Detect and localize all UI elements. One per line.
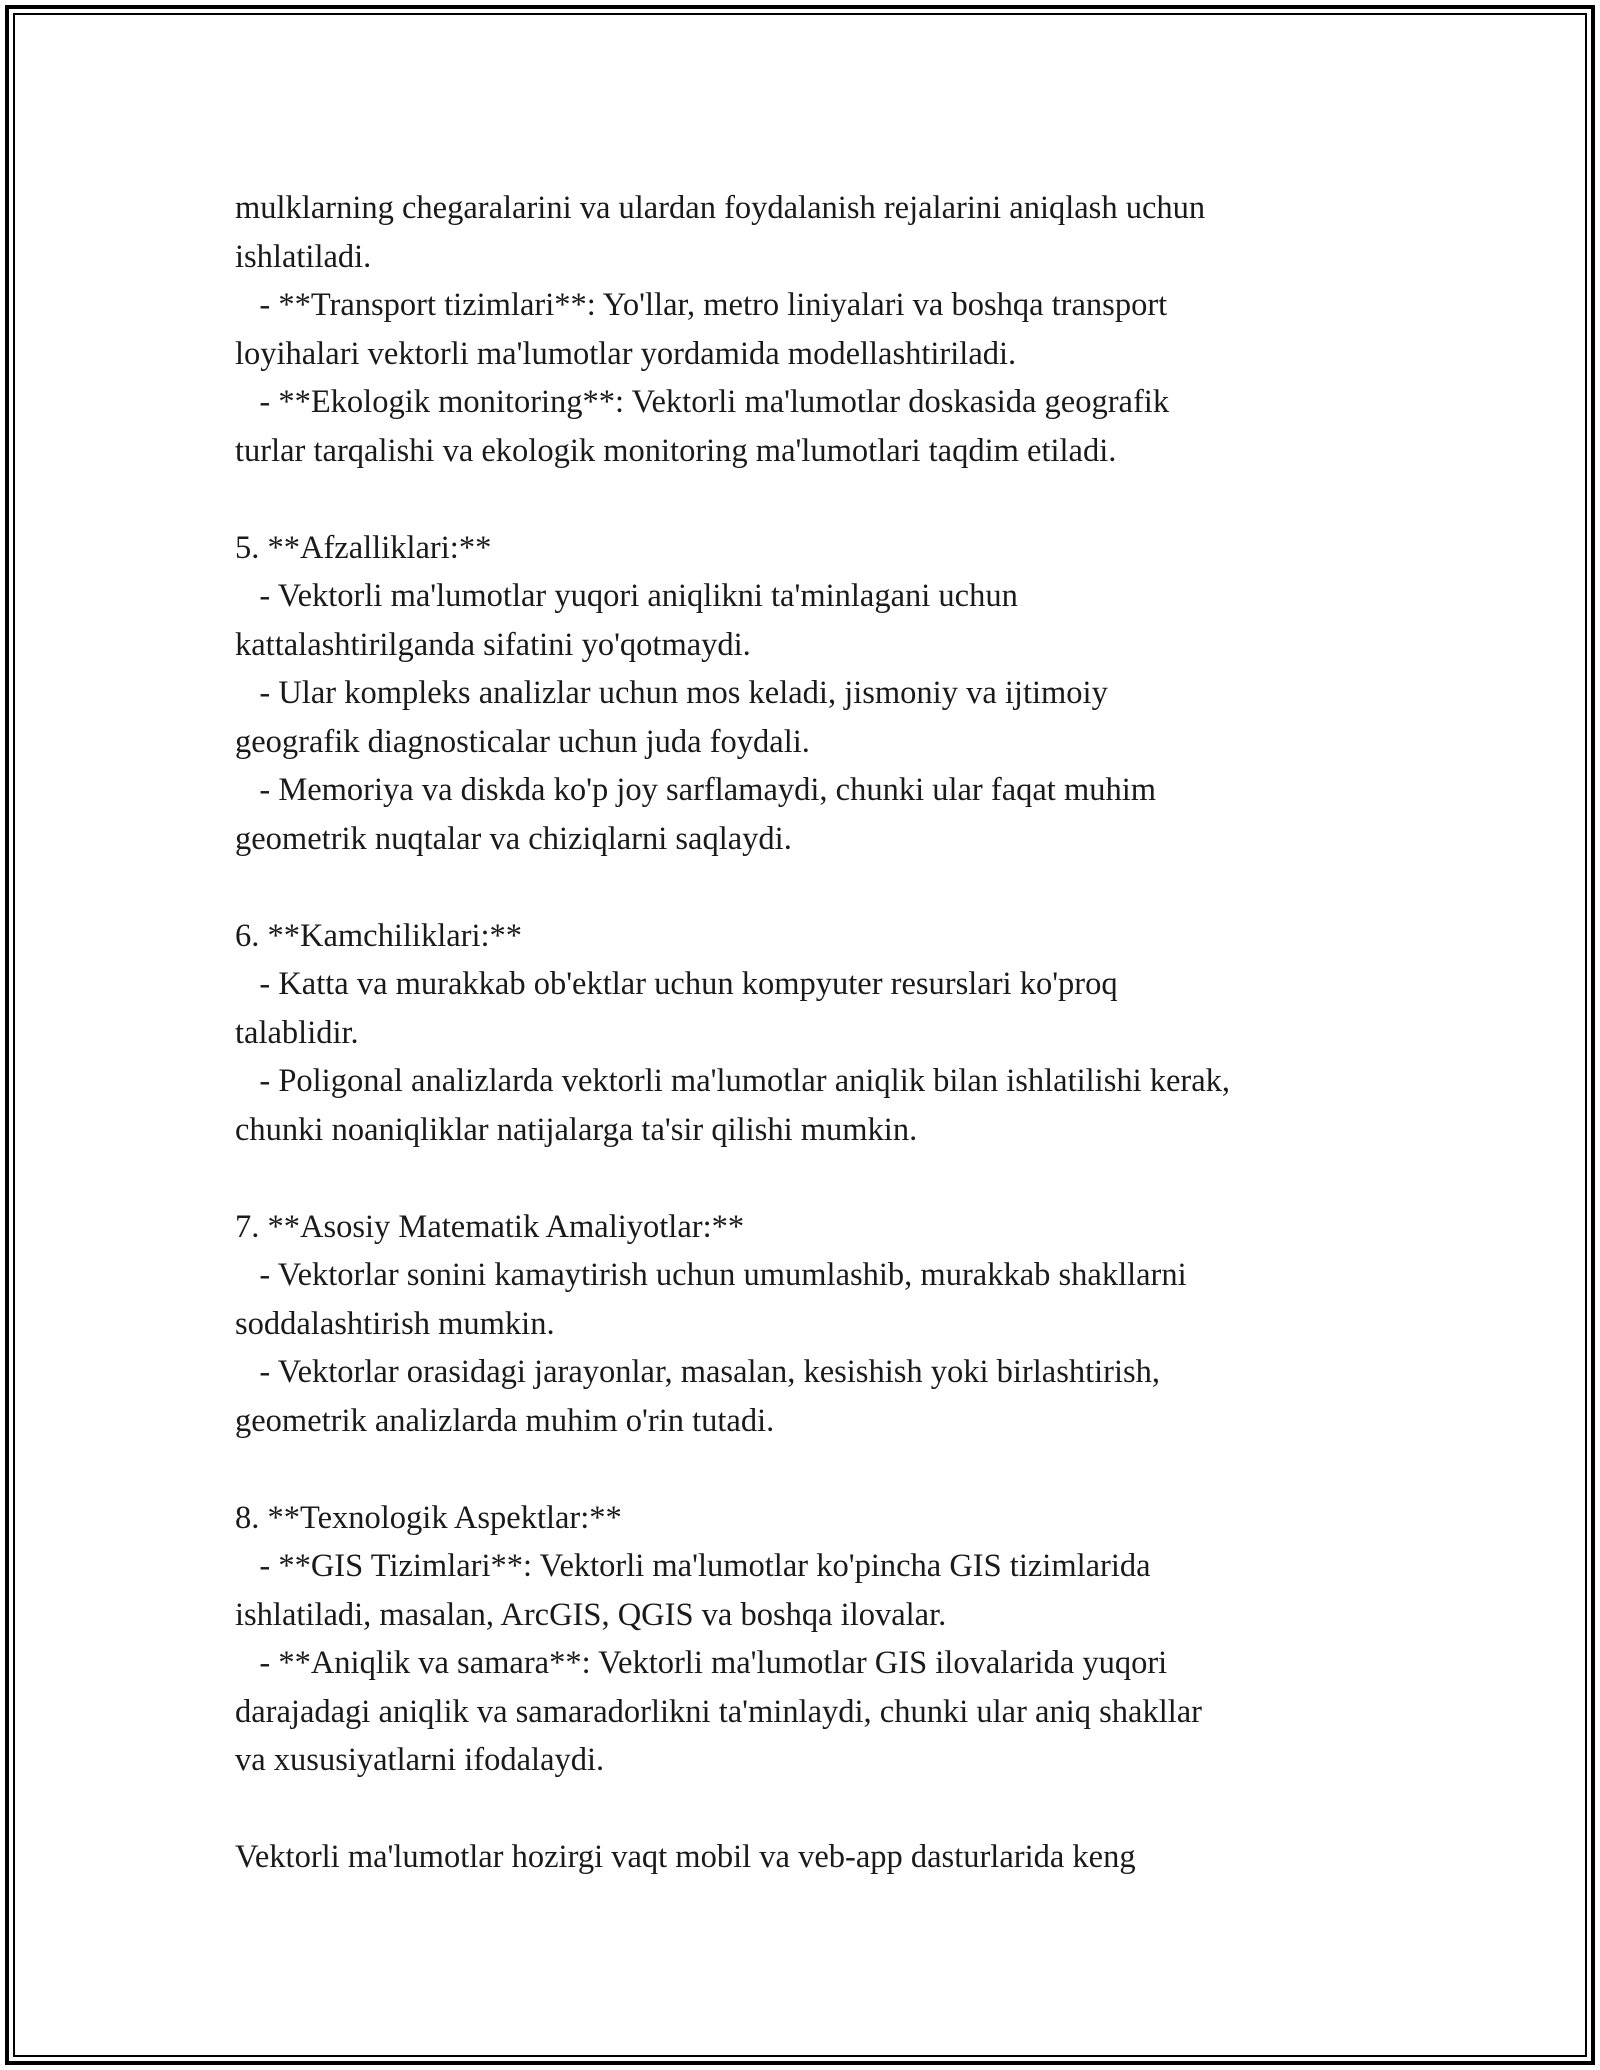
text-line: chunki noaniqliklar natijalarga ta'sir qilishi mumkin. bbox=[235, 1111, 918, 1148]
text-line: - Poligonal analizlarda vektorli ma'lumotlar aniqlik bilan ishlatilishi kerak, bbox=[235, 1063, 1231, 1099]
text-line: loyihalari vektorli ma'lumotlar yordamida modellashtiriladi. bbox=[235, 335, 1017, 372]
text-line: ishlatiladi, masalan, ArcGIS, QGIS va boshqa ilovalar. bbox=[235, 1596, 947, 1633]
paragraph-gap bbox=[235, 1445, 1395, 1494]
paragraph-gap bbox=[235, 475, 1395, 524]
text-line: - Vektorli ma'lumotlar yuqori aniqlikni ta'minlagani uchun bbox=[235, 578, 1018, 614]
text-line: - **Transport tizimlari**: Yo'llar, metro liniyalari va boshqa transport bbox=[235, 287, 1168, 323]
text-line: Vektorli ma'lumotlar hozirgi vaqt mobil va veb-app dasturlarida keng bbox=[235, 1839, 1136, 1875]
text-line: ishlatiladi. bbox=[235, 238, 372, 275]
section-heading: 6. **Kamchiliklari:** bbox=[235, 917, 523, 954]
text-line: geometrik analizlarda muhim o'rin tutadi. bbox=[235, 1402, 775, 1439]
text-line: - **Aniqlik va samara**: Vektorli ma'lumotlar GIS ilovalarida yuqori bbox=[235, 1645, 1168, 1681]
text-line: soddalashtirish mumkin. bbox=[235, 1305, 555, 1342]
text-line: - Ular kompleks analizlar uchun mos keladi, jismoniy va ijtimoiy bbox=[235, 675, 1108, 711]
document-body bbox=[235, 184, 1395, 1882]
text-line: - Memoriya va diskda ko'p joy sarflamaydi, chunki ular faqat muhim bbox=[235, 772, 1157, 808]
text-line: darajadagi aniqlik va samaradorlikni ta'minlaydi, chunki ular aniq shakllar bbox=[235, 1693, 1203, 1730]
section-heading: 8. **Texnologik Aspektlar:** bbox=[235, 1499, 622, 1536]
text-line: - **GIS Tizimlari**: Vektorli ma'lumotlar ko'pincha GIS tizimlarida bbox=[235, 1548, 1151, 1584]
text-line: talablidir. bbox=[235, 1014, 359, 1051]
text-line: mulklarning chegaralarini va ulardan foydalanish rejalarini aniqlash uchun bbox=[235, 190, 1206, 226]
text-line: - Vektorlar sonini kamaytirish uchun umumlashib, murakkab shakllarni bbox=[235, 1257, 1187, 1293]
text-line: - Katta va murakkab ob'ektlar uchun kompyuter resurslari ko'proq bbox=[235, 966, 1118, 1002]
text-line: - **Ekologik monitoring**: Vektorli ma'lumotlar doskasida geografik bbox=[235, 384, 1170, 420]
text-line: geografik diagnosticalar uchun juda foydali. bbox=[235, 723, 810, 760]
paragraph-gap bbox=[235, 1154, 1395, 1203]
section-heading: 5. **Afzalliklari:** bbox=[235, 529, 492, 566]
text-line: kattalashtirilganda sifatini yo'qotmaydi. bbox=[235, 626, 751, 663]
section-heading: 7. **Asosiy Matematik Amaliyotlar:** bbox=[235, 1208, 745, 1245]
paragraph-gap bbox=[235, 1785, 1395, 1834]
text-line: geometrik nuqtalar va chiziqlarni saqlaydi. bbox=[235, 820, 792, 857]
text-line: - Vektorlar orasidagi jarayonlar, masalan, kesishish yoki birlashtirish, bbox=[235, 1354, 1161, 1390]
text-line: va xususiyatlarni ifodalaydi. bbox=[235, 1742, 605, 1778]
text-line: turlar tarqalishi va ekologik monitoring ma'lumotlari taqdim etiladi. bbox=[235, 432, 1117, 469]
paragraph-gap bbox=[235, 863, 1395, 912]
